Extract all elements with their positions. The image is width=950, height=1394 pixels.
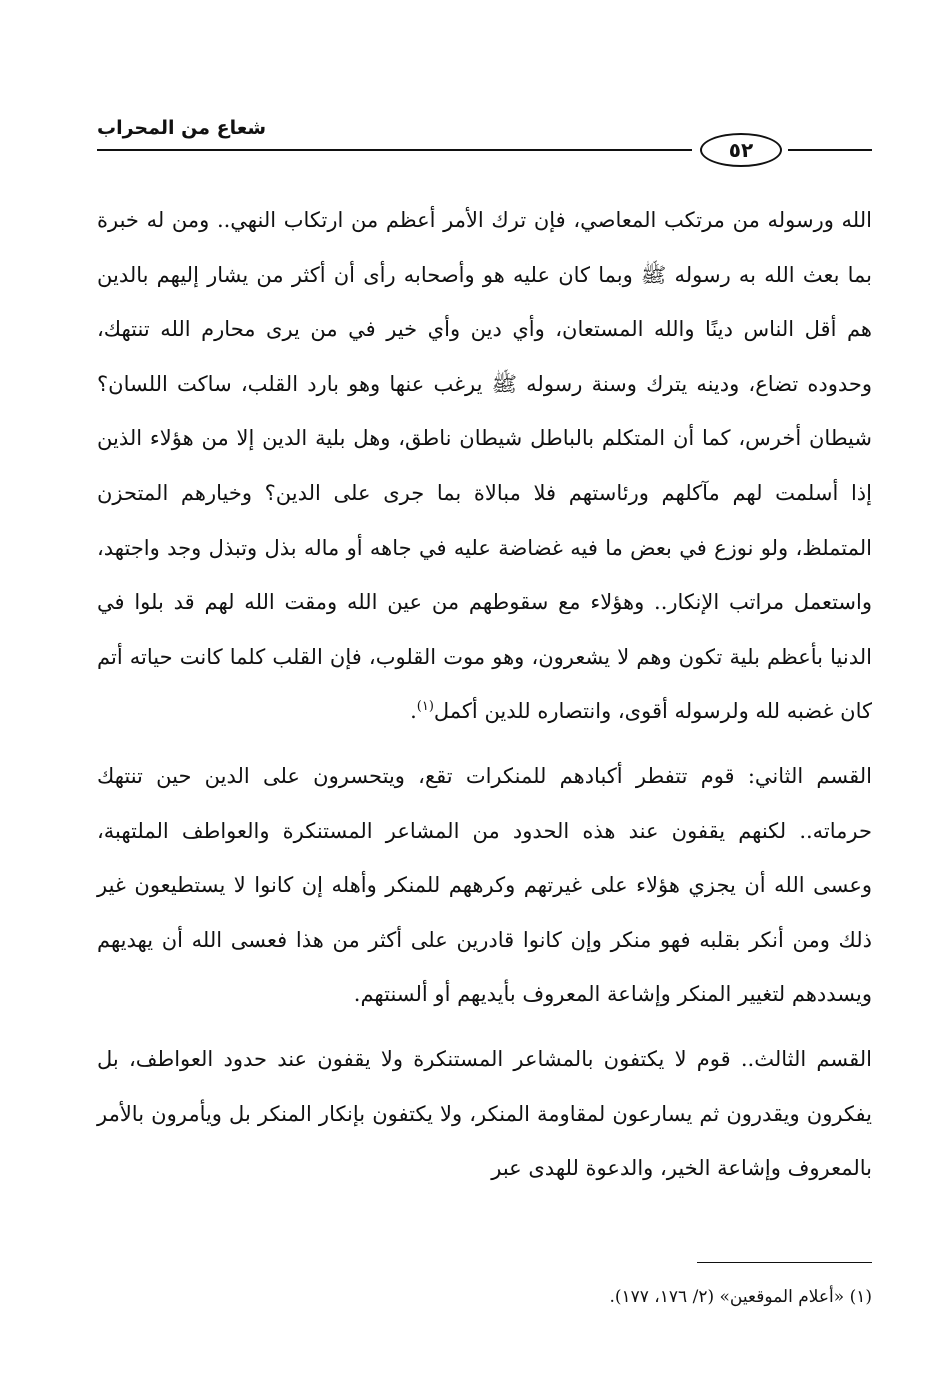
body-text: [97, 193, 872, 1196]
footnote: (١) «أعلام الموقعين» (٢/ ١٧٦، ١٧٧).: [609, 1287, 872, 1307]
paragraph-1-text: الله ورسوله من مرتكب المعاصي، فإن ترك الأمر أعظم من ارتكاب النهي.. ومن له خبرة بما بعث الله به رسوله ﷺ وبما كان عليه هو وأصحابه رأى أن أكثر من يشار إليهم بالدين هم أقل الناس دينًا والله المستعان، وأي دين وأي خير في من يرى محارم الله تنتهك، وحدوده تضاع، ودينه يترك وسنة رسوله ﷺ يرغب عنها وهو بارد القلب، ساكت اللسان؟ شيطان أخرس، كما أن المتكلم بالباطل شيطان ناطق، وهل بلية الدين إلا من هؤلاء الذين إذا أسلمت لهم مآكلهم ورئاستهم فلا مبالاة بما جرى على الدين؟ وخيارهم المتحزن المتملظ، ولو نوزع في بعض ما فيه غضاضة عليه في جاهه أو ماله بذل وتبذل وجد واجتهد، واستعمل مراتب الإنكار.. وهؤلاء مع سقوطهم من عين الله ومقت الله لهم قد بلوا في الدنيا بأعظم بلية تكون وهم لا يشعرون، وهو موت القلوب، فإن القلب كلما كانت حياته أتم كان غضبه لله ولرسوله أقوى، وانتصاره للدين أكمل: [97, 208, 872, 724]
paragraph-3: القسم الثالث.. قوم لا يكتفون بالمشاعر المستنكرة ولا يقفون عند حدود العواطف، بل يفكرون ويقدرون ثم يسارعون لمقاومة المنكر، ولا يكتفون بإنكار المنكر بل ويأمرون بالأمر بالمعروف وإشاعة الخير، والدعوة للهدى عبر: [97, 1046, 872, 1181]
paragraph-1: [97, 193, 872, 739]
page-number-frame: [692, 131, 788, 169]
running-title: شعاع من المحراب: [97, 117, 267, 139]
paragraph-2: القسم الثاني: قوم تتفطر أكبادهم للمنكرات تقع، ويتحسرون على الدين حين تنتهك حرماته.. لكنهم يقفون عند هذه الحدود من المشاعر المستنكرة والعواطف الملتهبة، وعسى الله أن يجزي هؤلاء على غيرتهم وكرههم للمنكر وأهله إن كانوا لا يستطيعون غير ذلك ومن أنكر بقلبه فهو منكر وإن كانوا قادرين على أكثر من هذا فعسى الله أن يهديهم ويسددهم لتغيير المنكر وإشاعة المعروف بأيديهم أو ألسنتهم.: [97, 763, 872, 1007]
paragraph-1-ending: .: [410, 699, 417, 724]
footnote-ref[interactable]: (١): [416, 699, 434, 715]
page-number: ٥٢: [700, 133, 782, 167]
footnote-rule: [697, 1262, 872, 1263]
